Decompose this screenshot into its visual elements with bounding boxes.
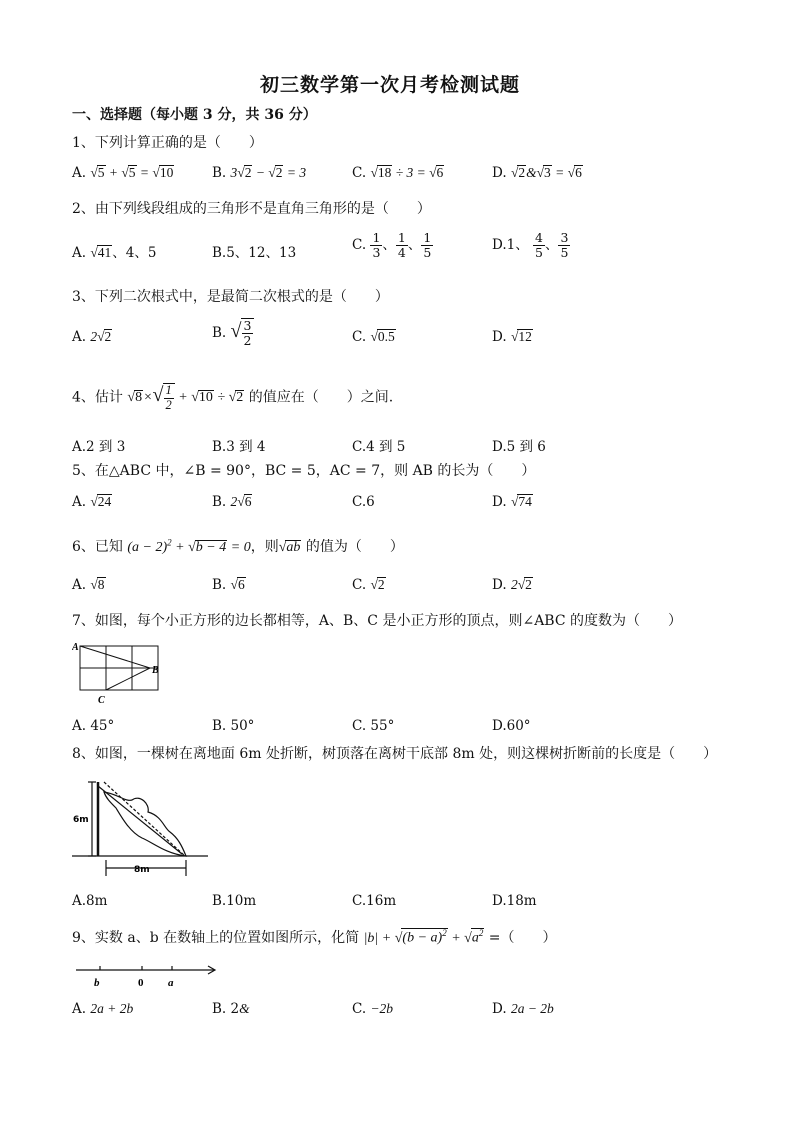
question-6-stem: 6、已知 $(a - 2)^2 + √b - 4 = 0$，则√ab 的值为（ ） — [72, 537, 404, 555]
label-b: B — [152, 665, 159, 676]
q8-option-a[interactable]: A.8m — [72, 893, 108, 909]
label-8m: 8m — [134, 865, 150, 875]
q2-option-d[interactable]: D.1、 $\frac{4}{5}$ 、 $\frac{3}{5}$ — [492, 230, 569, 260]
broken-part — [98, 786, 182, 854]
label-a: A — [72, 642, 79, 653]
math-expression: √5 + √5 = √10 — [90, 165, 174, 180]
q4-option-d[interactable]: D.5 到 6 — [492, 439, 546, 455]
label-c: C — [98, 695, 105, 706]
q1-option-b[interactable]: B. 3√2 − √2 = 3 — [212, 165, 307, 181]
broken-tree-figure — [70, 772, 212, 882]
label-6m: 6m — [73, 815, 89, 825]
q8-option-d[interactable]: D.18m — [492, 893, 537, 909]
q2-option-a[interactable]: A. √41、4、5 — [72, 245, 157, 261]
q7-option-d[interactable]: D.60° — [492, 718, 531, 734]
number-line-figure — [72, 958, 222, 992]
question-1-stem: 1、下列计算正确的是（ ） — [72, 135, 263, 151]
q7-option-b[interactable]: B. 50° — [212, 718, 255, 734]
q8-option-b[interactable]: B.10m — [212, 893, 257, 909]
q8-option-c[interactable]: C.16m — [352, 893, 397, 909]
question-9-stem: 9、实数 a、b 在数轴上的位置如图所示，化简 $|b| + √(b - a)^2 + √a^2$ =（ ） — [72, 928, 557, 946]
q4-option-b[interactable]: B.3 到 4 — [212, 439, 266, 455]
q5-option-d[interactable]: D. √74 — [492, 494, 532, 510]
q1-option-d[interactable]: D. √2&√3 = √6 — [492, 165, 582, 181]
q6-option-a[interactable]: A. √8 — [72, 577, 105, 593]
q6-option-b[interactable]: B. √6 — [212, 577, 245, 593]
label-zero: 0 — [138, 977, 144, 989]
q1-option-a[interactable]: A. √5 + √5 = √10 — [72, 165, 174, 181]
q3-option-a[interactable]: A. 2√2 — [72, 329, 112, 345]
q9-option-c[interactable]: C. −2b — [352, 1001, 394, 1017]
section-heading: 一、选择题（每小题 3 分，共 36 分） — [72, 107, 317, 123]
q7-option-a[interactable]: A. 45° — [72, 718, 115, 734]
q5-option-c[interactable]: C.6 — [352, 494, 375, 510]
label-a: a — [168, 977, 174, 989]
q9-option-b[interactable]: B. 2& — [212, 1001, 250, 1017]
math-expression: 3√2 − √2 = 3 — [230, 165, 307, 180]
fallen-top — [104, 782, 185, 856]
q3-option-d[interactable]: D. √12 — [492, 329, 532, 345]
q2-option-c[interactable]: C. $\frac{1}{3}$ 、 $\frac{1}{4}$ 、 $\frac{1}{5}$ — [352, 230, 432, 260]
question-4-stem: 4、估计 √8×√ $\frac{1}{2}$ + √10 ÷ √2 的值应在（ ）之间. — [72, 383, 394, 412]
q1-option-c[interactable]: C. √18 ÷ 3 = √6 — [352, 165, 444, 181]
math-expression: √18 ÷ 3 = √6 — [370, 165, 444, 180]
q3-option-c[interactable]: C. √0.5 — [352, 329, 395, 345]
question-5-stem: 5、在△ABC 中，∠B = 90°，BC = 5，AC = 7，则 AB 的长为（ ） — [72, 463, 536, 479]
q7-option-c[interactable]: C. 55° — [352, 718, 395, 734]
grid-angle-figure — [72, 638, 172, 708]
q5-option-a[interactable]: A. √24 — [72, 494, 112, 510]
question-7-stem: 7、如图，每个小正方形的边长都相等，A、B、C 是小正方形的顶点，则∠ABC 的度数为（ ） — [72, 613, 683, 629]
q9-option-a[interactable]: A. 2a + 2b — [72, 1001, 134, 1017]
math-expression: √2&√3 = √6 — [510, 165, 582, 180]
q4-option-c[interactable]: C.4 到 5 — [352, 439, 406, 455]
question-3-stem: 3、下列二次根式中，是最简二次根式的是（ ） — [72, 289, 389, 305]
label-b: b — [94, 977, 100, 989]
q6-option-c[interactable]: C. √2 — [352, 577, 385, 593]
question-8-stem: 8、如图，一棵树在离地面 6m 处折断，树顶落在离树干底部 8m 处，则这棵树折断前的长度是（ ） — [72, 746, 718, 762]
q6-option-d[interactable]: D. 2√2 — [492, 577, 532, 593]
question-2-stem: 2、由下列线段组成的三角形不是直角三角形的是（ ） — [72, 201, 431, 217]
page-title: 初三数学第一次月考检测试题 — [260, 74, 521, 96]
q9-option-d[interactable]: D. 2a − 2b — [492, 1001, 554, 1017]
math-expression: √41 — [90, 245, 112, 260]
q3-option-b[interactable]: B. √ $\frac{3}{2}$ — [212, 318, 254, 348]
q2-option-b[interactable]: B.5、12、13 — [212, 245, 297, 261]
q4-option-a[interactable]: A.2 到 3 — [72, 439, 126, 455]
segment-cb — [106, 668, 150, 690]
segment-ab — [80, 646, 150, 668]
q5-option-b[interactable]: B. 2√6 — [212, 494, 252, 510]
